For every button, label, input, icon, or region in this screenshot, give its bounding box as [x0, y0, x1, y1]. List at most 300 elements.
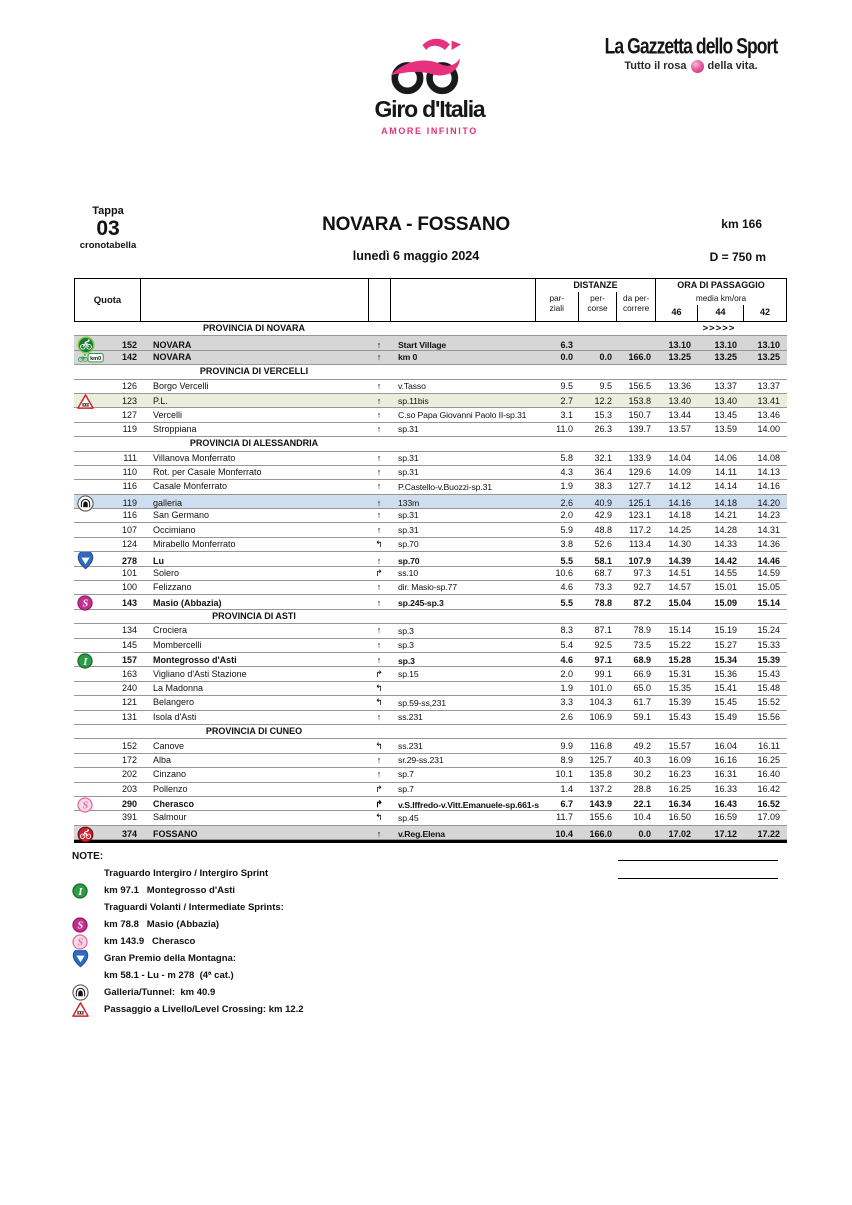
- km-covered: 68.7: [594, 567, 612, 578]
- km-partial: 10.6: [555, 567, 573, 578]
- province-row: [74, 365, 787, 379]
- time-at-42: 14.59: [757, 567, 780, 578]
- header-distanze: DISTANZE: [573, 280, 618, 290]
- quota-value: 123: [121, 395, 137, 406]
- time-at-46: 16.50: [668, 812, 691, 823]
- time-at-46: 13.36: [668, 380, 691, 391]
- time-at-46: 13.44: [668, 409, 691, 420]
- table-header: [74, 278, 787, 322]
- svg-text:S: S: [77, 920, 84, 932]
- road-name: sp.45: [398, 812, 419, 823]
- time-at-46: 13.57: [668, 423, 691, 434]
- locality-name: San Germano: [153, 510, 210, 521]
- time-at-44: 15.49: [714, 711, 737, 722]
- locality-name: Alba: [153, 754, 172, 765]
- stage-title: NOVARA - FOSSANO: [322, 214, 510, 235]
- time-at-42: 13.25: [757, 351, 780, 362]
- time-at-44: 14.33: [714, 539, 737, 550]
- table-row: [74, 423, 787, 437]
- table-row: [74, 783, 787, 797]
- locality-name: Stroppiana: [153, 423, 197, 434]
- direction-arrow-up: ↑: [376, 339, 382, 350]
- quota-value: 157: [121, 655, 137, 666]
- quota-value: 134: [121, 625, 137, 636]
- cronotabella-table: [74, 278, 787, 843]
- km-covered: 38.3: [594, 481, 612, 492]
- km-remaining: 156.5: [628, 380, 651, 391]
- km-remaining: 113.4: [629, 539, 651, 550]
- direction-arrow-right: ↱: [375, 567, 383, 578]
- km-covered: 99.1: [594, 668, 612, 679]
- quota-value: 145: [121, 639, 137, 650]
- svg-text:km0: km0: [90, 355, 102, 362]
- time-at-46: 14.25: [668, 524, 691, 535]
- gpm-icon: [74, 552, 104, 570]
- km-remaining: 65.0: [633, 682, 651, 693]
- direction-arrow-up: ↑: [376, 828, 382, 839]
- km-covered: 116.8: [590, 740, 612, 751]
- note-line: [72, 967, 632, 984]
- stage-date: lunedì 6 maggio 2024: [352, 249, 480, 263]
- road-name: P.Castello-v.Buozzi-sp.31: [398, 481, 492, 492]
- km-covered: 42.9: [594, 510, 612, 521]
- direction-arrow-up: ↑: [376, 481, 382, 492]
- km-partial: 2.6: [560, 497, 573, 508]
- km-covered: 26.3: [594, 423, 612, 434]
- time-at-46: 14.12: [668, 481, 691, 492]
- time-at-44: 15.41: [714, 682, 737, 693]
- locality-name: Vercelli: [153, 409, 183, 420]
- direction-arrow-up: ↑: [376, 423, 382, 434]
- km-partial: 9.9: [560, 740, 573, 751]
- table-row: [74, 711, 787, 725]
- note-text: km 143.9 Cherasco: [104, 936, 196, 947]
- direction-arrow-up: ↑: [376, 639, 382, 650]
- direction-arrow-left: ↰: [375, 682, 383, 693]
- direction-arrow-right: ↱: [375, 799, 383, 810]
- km-partial: 5.9: [560, 524, 573, 535]
- km-covered: 40.9: [594, 497, 612, 508]
- road-name: ss.10: [398, 567, 419, 578]
- km-covered: 155.6: [589, 812, 612, 823]
- header-dapercorrere: da per- correre: [616, 292, 655, 321]
- time-at-42: 17.22: [757, 828, 780, 839]
- road-name: 133m: [398, 497, 420, 508]
- time-at-42: 13.46: [757, 409, 780, 420]
- direction-arrow-up: ↑: [376, 524, 382, 535]
- locality-name: Solero: [153, 567, 180, 578]
- direction-arrow-up: ↑: [376, 452, 382, 463]
- table-row: [74, 394, 787, 408]
- time-at-42: 14.13: [757, 467, 780, 478]
- sprint-outline-icon: [72, 934, 92, 950]
- road-name: ss.231: [398, 740, 423, 751]
- gazzetta-tagline-left: Tutto il rosa: [624, 60, 687, 72]
- table-row: [74, 768, 787, 782]
- note-text: km 97.1 Montegrosso d'Asti: [104, 885, 236, 896]
- header-arrow: [369, 279, 391, 321]
- time-at-42: 13.10: [757, 339, 780, 350]
- quota-value: 172: [121, 754, 137, 765]
- signature-line-1: [618, 860, 778, 861]
- km-remaining: 97.3: [633, 567, 651, 578]
- time-at-46: 17.02: [668, 828, 691, 839]
- direction-arrow-up: ↑: [376, 409, 382, 420]
- time-at-44: 17.12: [714, 828, 737, 839]
- note-line: [72, 1001, 632, 1018]
- km-remaining: 166.0: [628, 351, 651, 362]
- svg-text:S: S: [77, 937, 84, 949]
- note-text: Traguardi Volanti / Intermediate Sprints:: [104, 902, 284, 913]
- time-at-46: 14.30: [668, 539, 691, 550]
- direction-arrow-up: ↑: [376, 582, 382, 593]
- time-at-44: 14.42: [714, 555, 737, 566]
- note-line: [72, 950, 632, 967]
- km-remaining: 22.1: [633, 799, 651, 810]
- time-at-44: 15.01: [714, 582, 737, 593]
- time-at-44: 15.45: [714, 697, 737, 708]
- stage-label: Tappa: [92, 205, 124, 217]
- header-ora-di-passaggio: ORA DI PASSAGGIO: [677, 280, 765, 290]
- table-row: [74, 380, 787, 394]
- province-row: [74, 322, 787, 336]
- time-at-46: 14.18: [668, 510, 691, 521]
- table-row: [74, 811, 787, 825]
- km-covered: 48.8: [594, 524, 612, 535]
- locality-name: Lu: [153, 555, 164, 566]
- gazzetta-title: La Gazzetta dello Sport: [604, 33, 778, 59]
- km-remaining: 107.9: [628, 555, 651, 566]
- header-speed-46: 46: [671, 307, 682, 317]
- time-at-42: 13.41: [757, 395, 780, 406]
- direction-arrow-up: ↑: [376, 754, 382, 765]
- km-partial: 5.4: [560, 639, 573, 650]
- time-at-46: 15.39: [668, 697, 691, 708]
- direction-arrow-left: ↰: [375, 697, 383, 708]
- time-at-46: 15.28: [668, 655, 691, 666]
- locality-name: Belangero: [153, 697, 195, 708]
- direction-arrow-right: ↱: [375, 783, 383, 794]
- time-at-46: 16.09: [668, 754, 691, 765]
- km-covered: 15.3: [594, 409, 612, 420]
- km-partial: 3.1: [560, 409, 573, 420]
- direction-arrow-right: ↱: [375, 668, 383, 679]
- quota-value: 202: [121, 769, 137, 780]
- locality-name: Salmour: [153, 812, 187, 823]
- km-covered: 9.5: [599, 380, 612, 391]
- table-row: [74, 552, 787, 566]
- note-text: Gran Premio della Montagna:: [104, 953, 236, 964]
- note-line: [72, 865, 632, 882]
- road-name: ss.231: [398, 711, 423, 722]
- time-at-46: 16.23: [668, 769, 691, 780]
- km-partial: 2.7: [560, 395, 573, 406]
- direction-arrow-up: ↑: [376, 395, 382, 406]
- time-at-46: 15.35: [668, 682, 691, 693]
- time-at-42: 14.31: [757, 524, 780, 535]
- time-at-42: 14.46: [757, 555, 780, 566]
- table-row: [74, 739, 787, 753]
- table-row: [74, 581, 787, 595]
- time-at-42: 15.05: [757, 582, 780, 593]
- table-row: [74, 351, 787, 365]
- direction-arrow-up: ↑: [376, 597, 382, 608]
- time-at-44: 15.34: [714, 655, 737, 666]
- locality-name: Masio (Abbazia): [153, 597, 222, 608]
- km-covered: 143.9: [589, 799, 612, 810]
- road-name: sp.7: [398, 783, 414, 794]
- km-partial: 0.0: [560, 351, 573, 362]
- sprint-outline-icon: [74, 797, 104, 813]
- km-partial: 8.3: [560, 625, 573, 636]
- quota-value: 203: [121, 783, 137, 794]
- time-at-42: 15.56: [757, 711, 780, 722]
- km-remaining: 129.6: [628, 467, 651, 478]
- km-remaining: 61.7: [633, 697, 651, 708]
- quota-value: 278: [121, 555, 137, 566]
- road-name: sp.11bis: [398, 396, 429, 407]
- time-at-42: 14.23: [757, 510, 780, 521]
- locality-name: Montegrosso d'Asti: [153, 655, 237, 666]
- time-at-42: 14.16: [757, 481, 780, 492]
- km-covered: 12.2: [594, 395, 612, 406]
- km0-icon: [74, 351, 104, 364]
- km-covered: 135.8: [589, 769, 612, 780]
- time-at-44: 16.59: [714, 812, 737, 823]
- time-at-44: 16.04: [714, 740, 737, 751]
- pink-ball-icon: [691, 60, 704, 73]
- direction-arrow-up: ↑: [376, 380, 382, 391]
- km-remaining: 92.7: [633, 582, 651, 593]
- time-at-46: 14.57: [668, 582, 691, 593]
- time-at-42: 16.52: [757, 799, 780, 810]
- direction-arrow-left: ↰: [375, 539, 383, 550]
- km-covered: 106.9: [589, 711, 612, 722]
- note-line: [72, 933, 632, 950]
- locality-name: FOSSANO: [153, 828, 198, 839]
- time-at-42: 15.24: [757, 625, 780, 636]
- time-at-44: 14.18: [714, 497, 737, 508]
- quota-value: 111: [123, 452, 137, 463]
- giro-logo-subtitle: AMORE INFINITO: [381, 126, 478, 136]
- time-at-46: 13.40: [668, 395, 691, 406]
- quota-value: 119: [122, 423, 137, 434]
- time-at-42: 16.40: [757, 769, 780, 780]
- km-partial: 3.3: [560, 697, 573, 708]
- locality-name: Borgo Vercelli: [153, 380, 209, 391]
- table-row: [74, 797, 787, 811]
- time-at-42: 14.36: [757, 539, 780, 550]
- road-name: sp.70: [398, 555, 420, 566]
- quota-value: 143: [121, 597, 137, 608]
- time-at-42: 15.52: [757, 697, 780, 708]
- time-at-46: 13.10: [668, 339, 691, 350]
- time-at-46: 15.14: [668, 625, 691, 636]
- giro-logo-title: Giro d'Italia: [374, 96, 485, 122]
- locality-name: Canove: [153, 740, 185, 751]
- km-partial: 2.0: [560, 668, 573, 679]
- table-row: [74, 509, 787, 523]
- header-ora-group: [656, 279, 786, 321]
- quota-value: 374: [121, 828, 137, 839]
- province-label: PROVINCIA DI CUNEO: [205, 726, 303, 737]
- time-at-46: 14.51: [668, 567, 691, 578]
- km-partial: 3.8: [560, 539, 573, 550]
- quota-value: 152: [121, 339, 137, 350]
- quota-value: 163: [121, 668, 137, 679]
- km-partial: 2.6: [560, 711, 573, 722]
- road-name: sp.70: [398, 539, 419, 550]
- direction-arrow-left: ↰: [375, 812, 383, 823]
- km-remaining: 40.3: [633, 754, 651, 765]
- gazzetta-tagline: [601, 60, 781, 73]
- locality-name: Rot. per Casale Monferrato: [153, 467, 262, 478]
- gazzetta-tagline-right: della vita.: [707, 60, 758, 72]
- table-body: [74, 322, 787, 843]
- locality-name: Crociera: [153, 625, 188, 636]
- quota-value: 110: [122, 467, 137, 478]
- time-at-46: 15.57: [668, 740, 691, 751]
- locality-name: NOVARA: [153, 339, 192, 350]
- time-at-44: 13.45: [714, 409, 737, 420]
- quota-value: 124: [121, 539, 137, 550]
- road-name: sp.31: [398, 452, 419, 463]
- time-at-46: 16.25: [668, 783, 691, 794]
- time-at-46: 14.16: [668, 497, 691, 508]
- km-partial: 1.4: [560, 783, 573, 794]
- tunnel-icon: [72, 984, 92, 1001]
- time-at-44: 13.37: [714, 380, 737, 391]
- svg-text:I: I: [78, 885, 83, 898]
- time-at-42: 15.43: [757, 668, 780, 679]
- header-percorse: per- corse: [578, 292, 617, 321]
- locality-name: Villanova Monferrato: [153, 452, 236, 463]
- km-remaining: 125.1: [628, 497, 651, 508]
- stage-detour: D = 750 m: [709, 250, 766, 264]
- locality-name: Mirabello Monferrato: [153, 539, 236, 550]
- quota-value: 100: [121, 582, 137, 593]
- km-covered: 0.0: [599, 351, 612, 362]
- time-at-44: 15.27: [714, 639, 737, 650]
- time-at-42: 15.14: [757, 597, 780, 608]
- quota-value: 131: [121, 711, 137, 722]
- direction-arrow-up: ↑: [376, 510, 382, 521]
- table-row: [74, 595, 787, 609]
- time-at-42: 13.37: [757, 380, 780, 391]
- km-covered: 125.7: [589, 754, 612, 765]
- direction-arrow-up: ↑: [376, 555, 382, 566]
- direction-arrow-up: ↑: [376, 769, 382, 780]
- time-at-44: 15.36: [714, 668, 737, 679]
- quota-value: 391: [121, 812, 137, 823]
- header-parziali: par- ziali: [549, 293, 565, 314]
- time-at-44: 14.28: [714, 524, 737, 535]
- km-partial: 1.9: [560, 682, 573, 693]
- note-text: km 58.1 - Lu - m 278 (4ª cat.): [104, 970, 234, 981]
- note-text: km 78.8 Masio (Abbazia): [104, 919, 220, 930]
- km-partial: 1.9: [560, 481, 573, 492]
- road-name: v.Tasso: [398, 380, 426, 391]
- locality-name: Casale Monferrato: [153, 481, 228, 492]
- locality-name: Cinzano: [153, 769, 187, 780]
- table-row: [74, 495, 787, 509]
- direction-arrow-up: ↑: [376, 467, 382, 478]
- time-at-46: 15.04: [668, 597, 691, 608]
- km-partial: 4.3: [560, 467, 573, 478]
- intergiro-icon: [72, 883, 92, 899]
- time-at-44: 14.06: [714, 452, 737, 463]
- locality-name: P.L.: [153, 395, 168, 406]
- quota-value: 101: [121, 567, 137, 578]
- table-row: [74, 826, 787, 840]
- km-remaining: 0.0: [638, 828, 651, 839]
- time-at-42: 15.48: [757, 682, 780, 693]
- km-remaining: 49.2: [633, 740, 651, 751]
- tunnel-icon: [74, 495, 104, 512]
- level-crossing-icon: [72, 1002, 92, 1017]
- km-covered: 36.4: [594, 467, 612, 478]
- km-partial: 5.5: [560, 597, 573, 608]
- table-row: [74, 653, 787, 667]
- giro-bike-icon: [382, 34, 478, 96]
- time-at-42: 16.42: [757, 783, 780, 794]
- km-remaining: 73.5: [633, 639, 651, 650]
- road-name: C.so Papa Giovanni Paolo II-sp.31: [398, 409, 527, 420]
- quota-value: 152: [121, 740, 137, 751]
- province-label: PROVINCIA DI ASTI: [212, 611, 296, 621]
- km-remaining: 153.8: [628, 395, 651, 406]
- direction-arrow-up: ↑: [376, 351, 382, 362]
- km-covered: 101.0: [589, 682, 612, 693]
- svg-text:S: S: [82, 800, 89, 812]
- road-name: sp.3: [398, 625, 414, 636]
- header-speed-42: 42: [743, 305, 786, 321]
- quota-value: 119: [122, 497, 137, 508]
- km-partial: 4.6: [560, 655, 573, 666]
- road-name: sp.31: [398, 510, 419, 521]
- km-covered: 137.2: [589, 783, 612, 794]
- province-label: PROVINCIA DI NOVARA: [202, 323, 305, 334]
- road-name: sp.31: [398, 467, 419, 478]
- time-at-42: 16.11: [758, 740, 780, 751]
- km-remaining: 68.9: [633, 655, 651, 666]
- road-name: sp.3: [398, 655, 415, 666]
- quota-value: 126: [121, 380, 137, 391]
- time-at-44: 13.40: [714, 395, 737, 406]
- road-name: sp.245-sp.3: [398, 598, 444, 609]
- road-name: v.S.Iffredo-v.Vitt.Emanuele-sp.661-s: [398, 799, 539, 810]
- province-label: PROVINCIA DI VERCELLI: [199, 366, 309, 377]
- km-remaining: 133.9: [628, 452, 651, 463]
- time-at-42: 17.09: [757, 812, 780, 823]
- locality-name: Mombercelli: [153, 639, 202, 650]
- road-name: sp.15: [398, 668, 419, 679]
- road-name: sp.59-ss,231: [398, 697, 446, 708]
- time-at-46: 14.39: [668, 555, 691, 566]
- km-covered: 166.0: [589, 828, 612, 839]
- time-at-44: 14.11: [715, 467, 737, 478]
- km-covered: 97.1: [594, 655, 612, 666]
- road-name: sp.31: [398, 424, 419, 435]
- time-at-46: 15.31: [668, 668, 691, 679]
- km-partial: 9.5: [560, 380, 573, 391]
- finish-icon: [74, 826, 104, 843]
- level-crossing-icon: [74, 394, 104, 409]
- quota-value: 240: [121, 682, 137, 693]
- km-remaining: 150.7: [628, 409, 651, 420]
- header-quota: Quota: [75, 279, 141, 321]
- stage-number: 03: [96, 217, 120, 240]
